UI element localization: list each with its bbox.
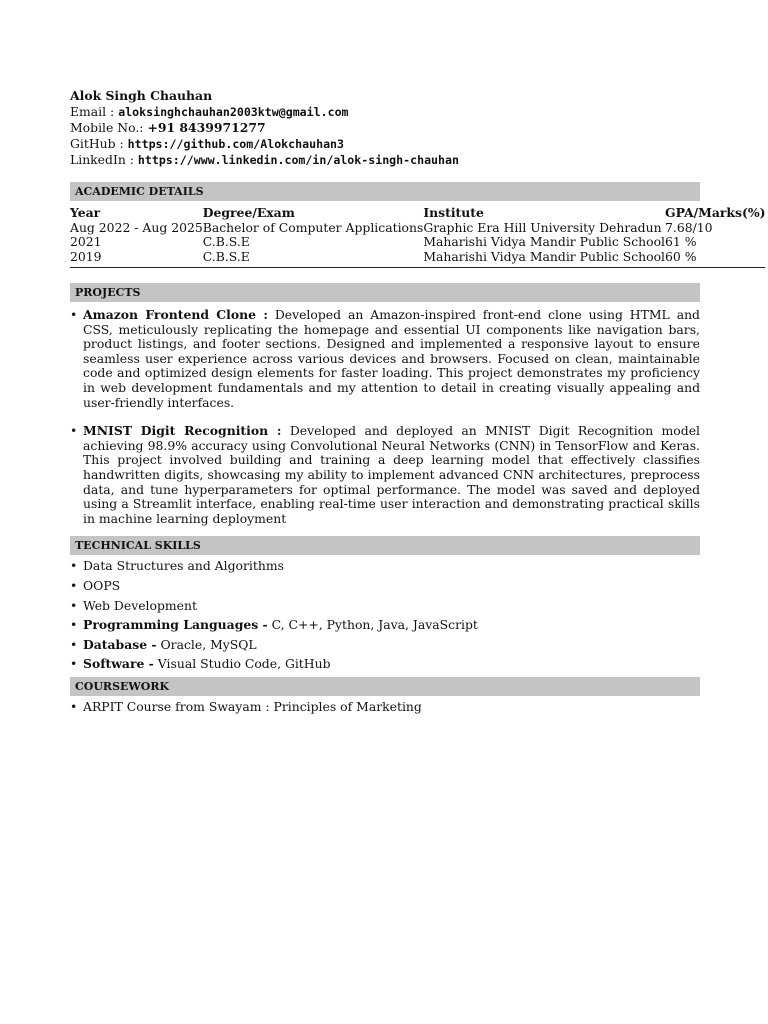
mobile-number: +91 8439971277: [147, 120, 266, 135]
coursework-section-title: COURSEWORK: [70, 677, 700, 696]
course-text: ARPIT Course from Swayam : Principles of Marketing: [83, 698, 422, 714]
projects-section-title: PROJECTS: [70, 283, 700, 302]
skill-value: Oracle, MySQL: [160, 636, 257, 652]
table-row: [70, 235, 765, 250]
list-item: [70, 308, 700, 410]
degree-cell: C.B.S.E: [202, 234, 250, 249]
project-name: Amazon Frontend Clone :: [83, 307, 268, 322]
candidate-name: Alok Singh Chauhan: [70, 88, 213, 103]
degree-cell: C.B.S.E: [202, 248, 250, 264]
academic-section-title: ACADEMIC DETAILS: [70, 182, 700, 201]
email-link[interactable]: aloksinghchauhan2003ktw@gmail.com: [118, 105, 349, 119]
contact-header: [70, 88, 700, 168]
degree-cell: Bachelor of Computer Applications: [202, 219, 424, 235]
table-row: [70, 221, 765, 236]
table-row: [70, 250, 765, 268]
list-item: [70, 424, 700, 526]
column-header-gpa: GPA/Marks(%): [665, 205, 766, 220]
github-label: GitHub :: [70, 136, 124, 151]
list-item: [70, 618, 700, 633]
skill-value: Visual Studio Code, GitHub: [157, 656, 331, 672]
column-header-degree: Degree/Exam: [202, 205, 295, 220]
skills-section-title: TECHNICAL SKILLS: [70, 536, 700, 555]
list-item: [70, 700, 700, 715]
coursework-list: [70, 700, 700, 715]
list-item: [70, 559, 700, 574]
email-label: Email :: [70, 104, 115, 119]
year-cell: 2021: [70, 234, 102, 249]
list-item: [70, 638, 700, 653]
github-link[interactable]: https://github.com/Alokchauhan3: [127, 137, 345, 151]
gpa-cell: 61 %: [665, 234, 697, 249]
email-line: [70, 104, 700, 120]
column-header-year: Year: [70, 205, 101, 220]
github-line: [70, 136, 700, 152]
skills-list: [70, 559, 700, 672]
project-name: MNIST Digit Recognition :: [83, 423, 282, 439]
skill-label: Programming Languages -: [83, 617, 268, 633]
mobile-line: [70, 120, 700, 136]
skill-text: Web Development: [83, 597, 197, 613]
academic-table-header: [70, 206, 765, 221]
list-item: [70, 599, 700, 614]
projects-list: [70, 308, 700, 526]
skill-label: Software -: [83, 656, 154, 672]
year-cell: Aug 2022 - Aug 2025: [70, 219, 203, 235]
skill-text: Data Structures and Algorithms: [83, 558, 284, 574]
institute-cell: Maharishi Vidya Mandir Public School: [423, 234, 665, 249]
list-item: [70, 579, 700, 594]
linkedin-line: [70, 152, 700, 168]
institute-cell: Maharishi Vidya Mandir Public School: [423, 248, 665, 264]
institute-cell: Graphic Era Hill University Dehradun: [423, 219, 662, 235]
list-item: [70, 657, 700, 672]
skill-value: C, C++, Python, Java, JavaScript: [271, 617, 478, 633]
column-header-institute: Institute: [423, 205, 484, 220]
mobile-label: Mobile No.:: [70, 120, 144, 135]
skill-label: Database -: [83, 636, 157, 652]
linkedin-link[interactable]: https://www.linkedin.com/in/alok-singh-chauhan: [137, 153, 459, 167]
skill-text: OOPS: [83, 577, 121, 593]
gpa-cell: 60 %: [665, 248, 697, 264]
project-description: Developed and deployed an MNIST Digit Recognition model achieving 98.9% accuracy using Convolutional Neural Networks (CNN) in TensorFlow and Keras. This project involved building and training a deep learning model that effectively classifies handwritten digits, showcasing my ability to implement advanced CNN architectures, preprocess data, and tune hyperparameters for optimal performance. The model was saved and deployed using a Streamlit interface, enabling real-time user interaction and demonstrating practical skills in machine learning deployment: [83, 423, 700, 526]
gpa-cell: 7.68/10: [665, 219, 713, 235]
linkedin-label: LinkedIn :: [70, 152, 134, 167]
resume-page: [70, 88, 766, 714]
academic-table: [70, 206, 765, 268]
year-cell: 2019: [70, 248, 102, 264]
project-description: Developed an Amazon-inspired front-end clone using HTML and CSS, meticulously replicating the homepage and essential UI components like navigation bars, product listings, and footer sections. Designed and implemented a responsive layout to ensure seamless user experience across various devices and browsers. Focused on clean, maintainable code and optimized design elements for faster loading. This project demonstrates my proficiency in web development fundamentals and my attention to detail in creating visually appealing and user-friendly interfaces.: [83, 307, 700, 410]
